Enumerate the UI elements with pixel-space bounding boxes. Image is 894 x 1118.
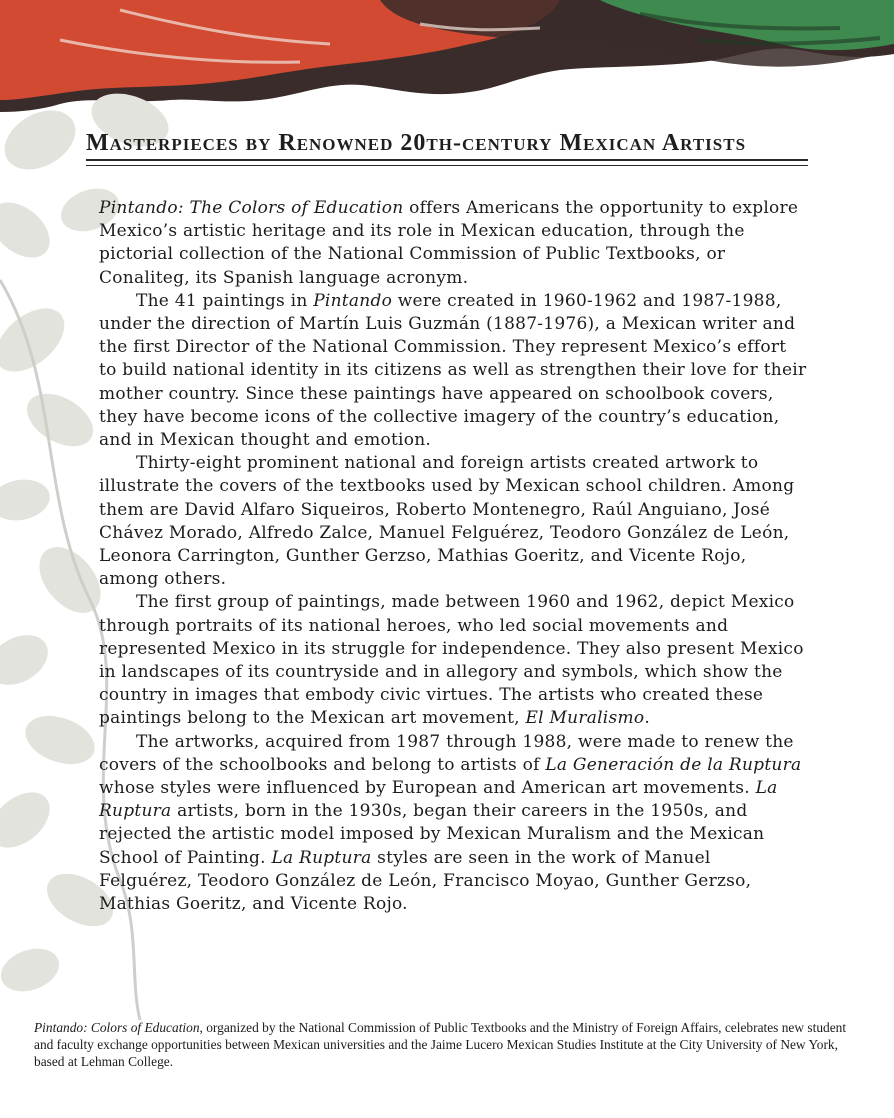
title-rule-thick bbox=[86, 159, 808, 161]
article-body bbox=[99, 197, 809, 916]
italic-text: Pintando: Colors of Education bbox=[34, 1020, 200, 1035]
italic-text: Pintando bbox=[313, 290, 393, 311]
text-run: whose styles were influenced by European and American art movements. bbox=[99, 778, 756, 799]
italic-text: La Ruptura bbox=[99, 778, 778, 822]
italic-text: Pintando: The Colors of Education bbox=[99, 198, 404, 218]
footer-note bbox=[34, 1019, 866, 1070]
text-run: artists, born in the 1930s, began their careers in the 1950s, and rejected the artistic model imposed by Mexican Muralism and the Mexican School of Painting. bbox=[99, 801, 765, 868]
text-run: The 41 paintings in bbox=[136, 290, 314, 311]
paragraph bbox=[99, 197, 809, 290]
page-title: Masterpieces by Renowned 20th-century Mexican Artists bbox=[86, 130, 747, 156]
italic-text: La Generación de la Ruptura bbox=[545, 754, 802, 775]
text-run: The first group of paintings, made between 1960 and 1962, depict Mexico through portraits of its national heroes, who led social movements and represented Mexico in its struggle for independence. They also present Mexico in landscapes of its countryside and in allegory and symbols, which show the country in images that embody civic virtues. The artists who created these paintings belong to the Mexican art movement, bbox=[99, 592, 804, 729]
paragraph bbox=[99, 452, 809, 591]
text-run: were created in 1960-1962 and 1987-1988, under the direction of Martín Luis Guzmán (1887-1976), a Mexican writer and the first Director of the National Commission. They represent Mexico’s effort to build national identity in its citizens as well as strengthen their love for their mother country. Since these paintings have appeared on schoolbook covers, they have become icons of the collective imagery of the country’s education, and in Mexican thought and emotion. bbox=[99, 290, 807, 451]
text-run: Thirty-eight prominent national and foreign artists created artwork to illustrate the covers of the textbooks used by Mexican school children. Among them are David Alfaro Siqueiros, Roberto Montenegro, Raúl Anguiano, José Chávez Morado, Alfredo Zalce, Manuel Felguérez, Teodoro González de León, Leonora Carrington, Gunther Gerzso, Mathias Goeritz, and Vicente Rojo, among others. bbox=[99, 453, 795, 590]
title-rule-thin bbox=[86, 165, 808, 166]
footer-paragraph bbox=[34, 1019, 866, 1070]
text-run: The artworks, acquired from 1987 through 1988, were made to renew the covers of the schoolbooks and belong to artists of bbox=[99, 731, 794, 775]
paragraph bbox=[99, 290, 809, 452]
paragraph bbox=[99, 591, 809, 730]
text-run: , organized by the National Commission of Public Textbooks and the Ministry of Foreign Affairs, celebrates new student and faculty exchange opportunities between Mexican universities and the Jaime Lucero Mexican Studies Institute at the City University of New York, based at Lehman College. bbox=[34, 1020, 847, 1069]
text-run: styles are seen in the work of Manuel Felguérez, Teodoro González de León, Francisco Moyao, Gunther Gerzso, Mathias Goeritz, and Vicente Rojo. bbox=[99, 847, 752, 915]
italic-text: La Ruptura bbox=[271, 847, 372, 868]
italic-text: El Muralismo bbox=[525, 708, 645, 729]
text-run: offers Americans the opportunity to explore Mexico’s artistic heritage and its role in Mexican education, through the pictorial collection of the National Commission of Public Textbooks, or Conaliteg, its Spanish language acronym. bbox=[99, 198, 799, 288]
text-run: . bbox=[644, 708, 650, 729]
paragraph bbox=[99, 731, 809, 917]
header bbox=[86, 128, 808, 166]
